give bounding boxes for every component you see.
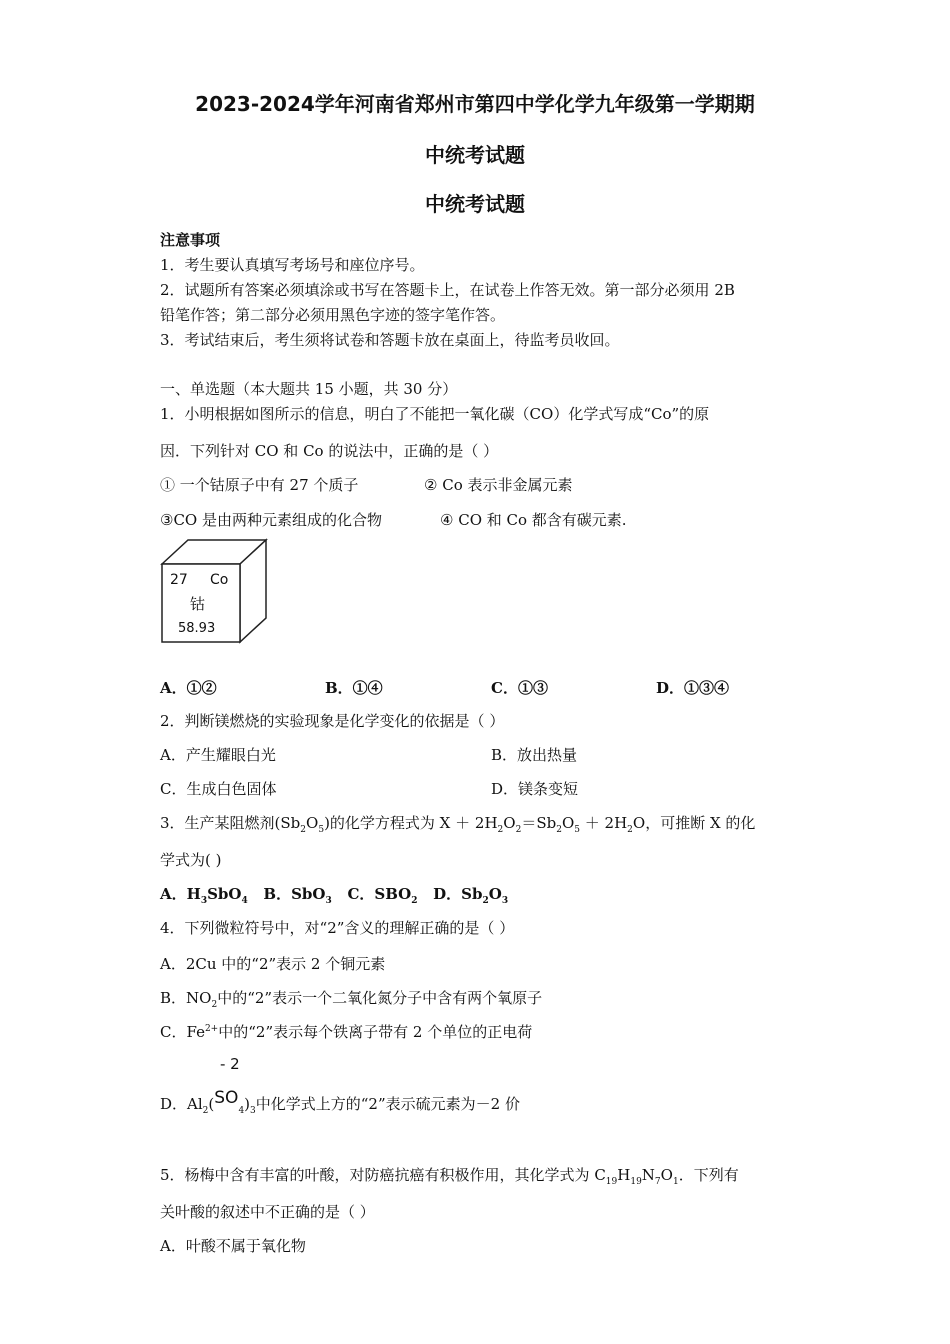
q5-stem-a: 5．杨梅中含有丰富的叶酸，对防癌抗癌有积极作用，其化学式为 $C_{19}H_{19}N_7O_1$．下列有 <box>160 1166 739 1187</box>
q3-option-b: B．SbO$_3$ <box>263 885 332 906</box>
q5-stem-b: 关叶酸的叙述中不正确的是（ ） <box>160 1203 375 1221</box>
q3-option-d: D．$Sb_2O_3$ <box>433 885 509 906</box>
atomic-number: 27 <box>170 572 188 588</box>
page-title-line3: 中统考试题 <box>425 192 525 216</box>
q2-option-b: B．放出热量 <box>491 746 578 764</box>
notice-item-1: 1．考生要认真填写考场号和座位序号。 <box>160 256 425 274</box>
q4-option-d-charge: - 2 <box>220 1055 240 1073</box>
q1-statement-2: ② Co 表示非金属元素 <box>424 476 573 494</box>
q1-option-b: B．①④ <box>325 679 383 697</box>
q3-option-c: C．$SBO_2$ <box>347 885 418 906</box>
notice-heading: 注意事项 <box>160 231 221 249</box>
q2-option-d: D．镁条变短 <box>491 780 579 798</box>
q4-option-d: D．$Al_2(SO_4)_3$中化学式上方的“2”表示硫元素为－2 价 <box>160 1088 520 1116</box>
element-card-figure <box>160 538 270 648</box>
q2-option-c: C．生成白色固体 <box>160 780 277 798</box>
atomic-mass: 58.93 <box>178 621 216 636</box>
q4-stem: 4．下列微粒符号中，对“2”含义的理解正确的是（ ） <box>160 919 515 937</box>
q2-stem: 2．判断镁燃烧的实验现象是化学变化的依据是（ ） <box>160 712 505 730</box>
q3-options <box>160 883 508 906</box>
page-title: 2023-2024学年河南省郑州市第四中学化学九年级第一学期期 <box>195 92 755 116</box>
q1-statement-4: ④ CO 和 Co 都含有碳元素. <box>440 511 627 529</box>
q5-option-a: A．叶酸不属于氧化物 <box>160 1237 306 1255</box>
q1-statement-1: ① 一个钴原子中有 27 个质子 <box>160 476 359 494</box>
notice-item-2a: 2．试题所有答案必须填涂或书写在答题卡上，在试卷上作答无效。第一部分必须用 2B <box>160 281 735 299</box>
q1-option-c: C．①③ <box>491 679 548 697</box>
q4-option-b: B．$NO_2$中的“2”表示一个二氧化氮分子中含有两个氧原子 <box>160 989 543 1010</box>
q3-stem-b: 学式为( ) <box>160 851 222 869</box>
q1-statement-3: ③CO 是由两种元素组成的化合物 <box>160 511 382 529</box>
element-symbol: Co <box>210 572 229 588</box>
notice-item-2b: 铅笔作答；第二部分必须用黑色字迹的签字笔作答。 <box>160 306 506 324</box>
element-name: 钴 <box>190 595 206 613</box>
q2-option-a: A．产生耀眼白光 <box>160 746 276 764</box>
q1-stem-b: 因．下列针对 CO 和 Co 的说法中，正确的是（ ） <box>160 442 499 460</box>
q4-option-a: A．2Cu 中的“2”表示 2 个铜元素 <box>160 955 386 973</box>
notice-item-3: 3．考试结束后，考生须将试卷和答题卡放在桌面上，待监考员收回。 <box>160 331 620 349</box>
section-heading: 一、单选题（本大题共 15 小题，共 30 分） <box>160 380 458 398</box>
q1-stem-a: 1．小明根据如图所示的信息，明白了不能把一氧化碳（CO）化学式写成“Co”的原 <box>160 405 710 423</box>
q1-option-d: D．①③④ <box>656 679 730 697</box>
q4-option-c: C．$Fe^{2+}$中的“2”表示每个铁离子带有 2 个单位的正电荷 <box>160 1023 533 1041</box>
page-title-line2: 中统考试题 <box>425 143 525 167</box>
q1-option-a: A．①② <box>160 679 217 697</box>
q3-stem-a: 3．生产某阻燃剂$(Sb_2O_5)$的化学方程式为 $X + 2H_2O_2=Sb_2O_5 + 2H_2O$，可推断 X 的化 <box>160 814 756 835</box>
q3-option-a: A．$H_3SbO_4$ <box>160 885 248 906</box>
